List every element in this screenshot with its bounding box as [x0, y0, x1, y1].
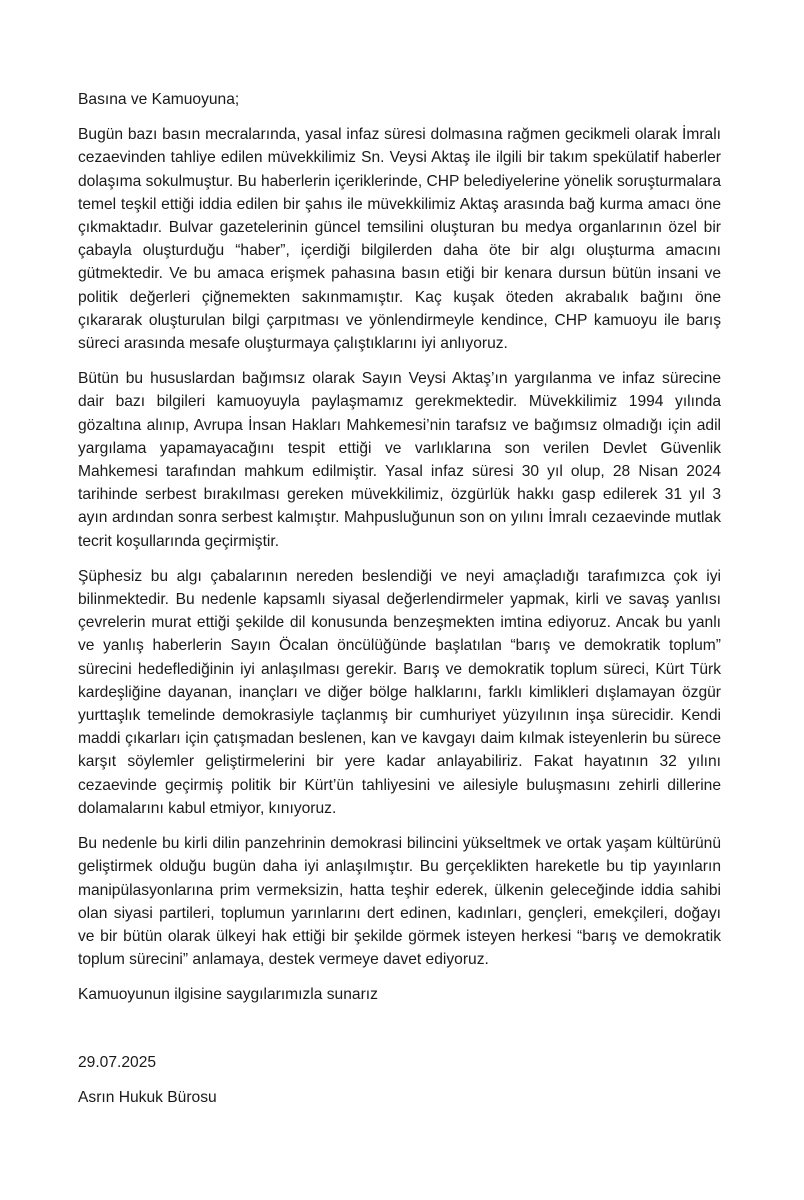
paragraph-3: Şüphesiz bu algı çabalarının nereden beslendiği ve neyi amaçladığı tarafımızca çok iyi bilinmektedir. Bu nedenle kapsamlı siyasal değerlendirmeler yapmak, kirli ve savaş yanlısı çevrelerin murat ettiği şekilde dil konusunda benzeşmekten imtina ediyoruz. Ancak bu yanlı ve yanlış haberlerin Sayın Öcalan öncülüğünde başlatılan “barış ve demokratik toplum” sürecini hedeflediğinin iyi anlaşılması gerekir. Barış ve demokratik toplum süreci, Kürt Türk kardeşliğine dayanan, inançları ve diğer bölge halklarını, farklı kimlikleri dışlamayan özgür yurttaşlık temelinde demokrasiyle taçlanmış bir cumhuriyet yüzyılının inşa sürecidir. Kendi maddi çıkarları için çatışmadan beslenen, kan ve kavgayı daim kılmak isteyenlerin bu sürece karşıt söylemler geliştirmelerini bir yere kadar anlayabiliriz. Fakat hayatının 32 yılını cezaevinde geçirmiş politik bir Kürt’ün tahliyesini ve ailesiyle buluşmasını zehirli dillerine dolamalarını kabul etmiyor, kınıyoruz. [78, 567, 721, 817]
salutation: Basına ve Kamuoyuna; [78, 91, 240, 108]
closing-line: Kamuoyunun ilgisine saygılarımızla sunarız [78, 986, 378, 1004]
document-date: 29.07.2025 [78, 1053, 157, 1071]
paragraph-4: Bu nedenle bu kirli dilin panzehrinin demokrasi bilincini yükseltmek ve ortak yaşam kültürünü geliştirmek olduğu bugün daha iyi anlaşılmıştır. Bu gerçeklikten hareketle bu tip yayınların manipülasyonlarına prim vermeksizin, hatta teşhir ederek, ülkenin geleceğinde iddia sahibi olan siyasi partileri, toplumun yarınlarını dert edinen, kadınları, gençleri, emekçileri, doğayı ve bir bütün olarak ülkeyi hak ettiği bir şekilde görmek isteyen herkesi “barış ve demokratik toplum sürecini” anlamaya, destek vermeye davet ediyoruz. [78, 835, 721, 969]
paragraph-2: Bütün bu hususlardan bağımsız olarak Sayın Veysi Aktaş’ın yargılanma ve infaz sürecine dair bazı bilgileri kamuoyuyla paylaşmamız gerekmektedir. Müvekkilimiz 1994 yılında gözaltına alınıp, Avrupa İnsan Hakları Mahkemesi’nin tarafsız ve bağımsız olmadığı için adil yargılama yapamayacağını tespit ettiği ve varlıklarına son verilen Devlet Güvenlik Mahkemesi tarafından mahkum edilmiştir. Yasal infaz süresi 30 yıl olup, 28 Nisan 2024 tarihinde serbest bırakılması gereken müvekkilimiz, özgürlük hakkı gasp edilerek 31 yıl 3 ayın ardından sonra serbest kalmıştır. Mahpusluğunun son on yılını İmralı cezaevinde mutlak tecrit koşullarında geçirmiştir. [78, 370, 721, 550]
signature: Asrın Hukuk Bürosu [78, 1088, 217, 1106]
press-statement-page [78, 88, 721, 1109]
paragraph-1: Bugün bazı basın mecralarında, yasal infaz süresi dolmasına rağmen gecikmeli olarak İmralı cezaevinden tahliye edilen müvekkilimiz Sn. Veysi Aktaş ile ilgili bir takım spekülatif haberler dolaşıma sokulmuştur. Bu haberlerin içeriklerinde, CHP belediyelerine yönelik soruşturmalara temel teşkil ettiği iddia edilen bir şahıs ile müvekkilimiz Aktaş arasında bağ kurma amacı öne çıkmaktadır. Bulvar gazetelerinin güncel temsilini oluşturan bu medya organlarının özel bir çabayla oluşturduğu “haber”, içerdiği bilgilerden daha öte bir algı oluşturma amacını gütmektedir. Ve bu amaca erişmek pahasına basın etiği bir kenara dursun bütün insani ve politik değerleri çiğnemekten sakınmamıştır. Kaç kuşak öteden akrabalık bağını öne çıkararak oluşturulan bilgi çarpıtması ve yönlendirmeyle kendince, CHP kamuoyu ile barış süreci arasında mesafe oluşturmaya çalıştıklarını iyi anlıyoruz. [78, 126, 721, 353]
